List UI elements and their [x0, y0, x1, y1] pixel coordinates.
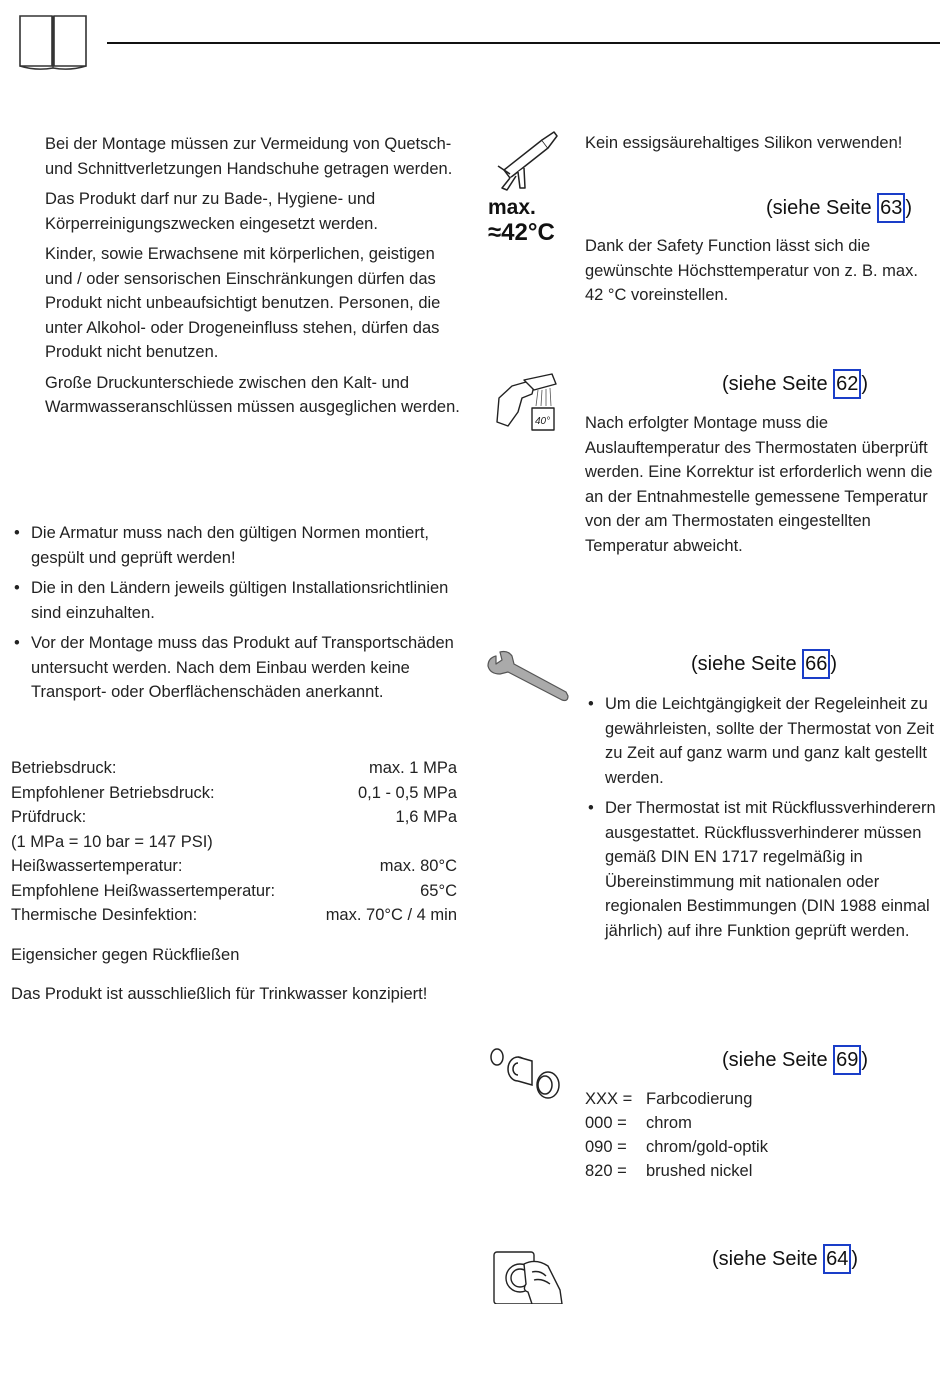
silicone-gun-icon	[496, 128, 562, 192]
maintenance-bullet: • Um die Leichtgängigkeit der Regeleinheit zu gewährleisten, sollte der Thermostat von Zeit zu Zeit auf ganz warm und ganz kalt gestellt werden.	[585, 692, 940, 790]
spec-label: Prüfdruck:	[11, 808, 87, 826]
max-label: max.	[488, 196, 536, 219]
ref-suffix: )	[905, 197, 913, 219]
page-link-62[interactable]: 62	[833, 369, 861, 399]
ref-suffix: )	[851, 1248, 859, 1270]
manual-book-icon	[18, 14, 88, 72]
maintenance-notes	[585, 692, 940, 949]
color-code: 000 =	[585, 1114, 627, 1132]
tech-specs	[11, 756, 457, 1007]
safety-paragraph: Bei der Montage müssen zur Vermeidung von Quetsch- und Schnittverletzungen Handschuhe getragen werden.	[45, 135, 453, 178]
ref-prefix: (siehe Seite	[691, 653, 803, 675]
spare-parts-icon	[488, 1045, 572, 1101]
safety-section	[45, 132, 465, 420]
color-code: 820 =	[585, 1162, 627, 1180]
page-reference-safety	[766, 193, 912, 223]
wrench-icon	[486, 650, 570, 706]
page-link-64[interactable]: 64	[823, 1244, 851, 1274]
install-bullet: • Die in den Ländern jeweils gültigen Installationsrichtlinien sind einzuhalten.	[11, 576, 465, 625]
drinking-water-note: Das Produkt ist ausschließlich für Trinkwasser konzipiert!	[11, 985, 428, 1003]
color-code-row	[585, 1111, 768, 1135]
install-notes	[11, 521, 465, 711]
silicone-text: Kein essigsäurehaltiges Silikon verwenden!	[585, 134, 903, 152]
spec-label: (1 MPa = 10 bar = 147 PSI)	[11, 832, 213, 851]
hand-knob-icon	[492, 1246, 566, 1304]
color-code-row	[585, 1087, 768, 1111]
temperature-check-icon	[494, 372, 564, 434]
safety-paragraph: Große Druckunterschiede zwischen den Kalt- und Warmwasseranschlüssen müssen ausgeglichen werden.	[45, 373, 460, 416]
ref-prefix: (siehe Seite	[722, 1049, 834, 1071]
install-bullet: • Die Armatur muss nach den gültigen Normen montiert, gespült und geprüft werden!	[11, 521, 465, 570]
install-bullet: • Vor der Montage muss das Produkt auf Transportschäden untersucht werden. Nach dem Einbau werden keine Transport- oder Oberflächenschäden anerkannt.	[11, 631, 465, 705]
spec-value: max. 1 MPa	[368, 759, 457, 777]
spec-row	[11, 854, 457, 879]
ref-suffix: )	[861, 1049, 869, 1071]
spec-row	[11, 756, 457, 781]
page-reference-colors	[722, 1045, 868, 1075]
ref-suffix: )	[861, 373, 869, 395]
spec-value: 1,6 MPa	[395, 808, 457, 826]
temp-label: ≈42°C	[488, 219, 555, 246]
color-name: Farbcodierung	[646, 1090, 753, 1108]
spec-label: Heißwassertemperatur:	[11, 857, 183, 875]
color-name: chrom	[646, 1114, 692, 1132]
ref-prefix: (siehe Seite	[712, 1248, 824, 1270]
header-rule	[107, 42, 940, 44]
spec-label: Empfohlener Betriebsdruck:	[11, 783, 215, 802]
maintenance-bullet: • Der Thermostat ist mit Rückflussverhinderern ausgestattet. Rückflussverhinderer müssen gemäß DIN EN 1717 regelmäßig in Übereinstimmung mit nationalen oder regionalen Bestimmungen (DIN 1988 einmal jährlich) auf ihre Funktion geprüft werden.	[585, 796, 940, 943]
color-code: XXX =	[585, 1090, 633, 1108]
spec-row	[11, 830, 457, 855]
page-reference-wartung	[691, 649, 837, 679]
color-codes	[585, 1087, 768, 1183]
page-link-69[interactable]: 69	[833, 1045, 861, 1075]
page-reference-bedienung	[712, 1244, 858, 1274]
color-name: brushed nickel	[646, 1162, 753, 1180]
safety-paragraph: Kinder, sowie Erwachsene mit körperlichen, geistigen und / oder sensorischen Einschränkungen dürfen das Produkt nicht unbeaufsichtigt benutzen. Personen, die unter Alkohol- oder Drogeneinfluss stehen, dürfen das Produkt nicht benutzen.	[45, 245, 441, 361]
backflow-note: Eigensicher gegen Rückfließen	[11, 945, 240, 964]
color-code-row	[585, 1135, 768, 1159]
spec-label: Empfohlene Heißwassertemperatur:	[11, 881, 276, 900]
spec-value: max. 70°C / 4 min	[325, 906, 457, 924]
ref-prefix: (siehe Seite	[766, 197, 878, 219]
color-name: chrom/gold-optik	[646, 1138, 768, 1156]
spec-label: Thermische Desinfektion:	[11, 906, 198, 924]
color-code-row	[585, 1159, 768, 1183]
page-reference-justage	[722, 369, 868, 399]
spec-value: max. 80°C	[379, 857, 457, 875]
spec-row	[11, 781, 457, 806]
color-code: 090 =	[585, 1138, 627, 1156]
thermometer-reading: 40°	[535, 416, 551, 427]
page-link-66[interactable]: 66	[802, 649, 830, 679]
ref-suffix: )	[830, 653, 838, 675]
spec-value: 65°C	[420, 881, 457, 900]
page-link-63[interactable]: 63	[877, 193, 905, 223]
ref-prefix: (siehe Seite	[722, 373, 834, 395]
spec-row	[11, 879, 457, 904]
justage-text: Nach erfolgter Montage muss die Auslauftemperatur des Thermostaten überprüft werden. Eine Korrektur ist erforderlich wenn die an der Entnahmestelle gemessene Temperatur von der am Thermostaten eingestellten Temperatur abweicht.	[585, 414, 933, 555]
spec-label: Betriebsdruck:	[11, 759, 117, 777]
spec-row	[11, 805, 457, 830]
spec-row	[11, 903, 457, 928]
safety-function-text: Dank der Safety Function lässt sich die gewünschte Höchsttemperatur von z. B. max. 42 °C voreinstellen.	[585, 237, 918, 304]
safety-paragraph: Das Produkt darf nur zu Bade-, Hygiene- und Körperreinigungszwecken eingesetzt werden.	[45, 190, 378, 233]
spec-value: 0,1 - 0,5 MPa	[357, 783, 457, 802]
